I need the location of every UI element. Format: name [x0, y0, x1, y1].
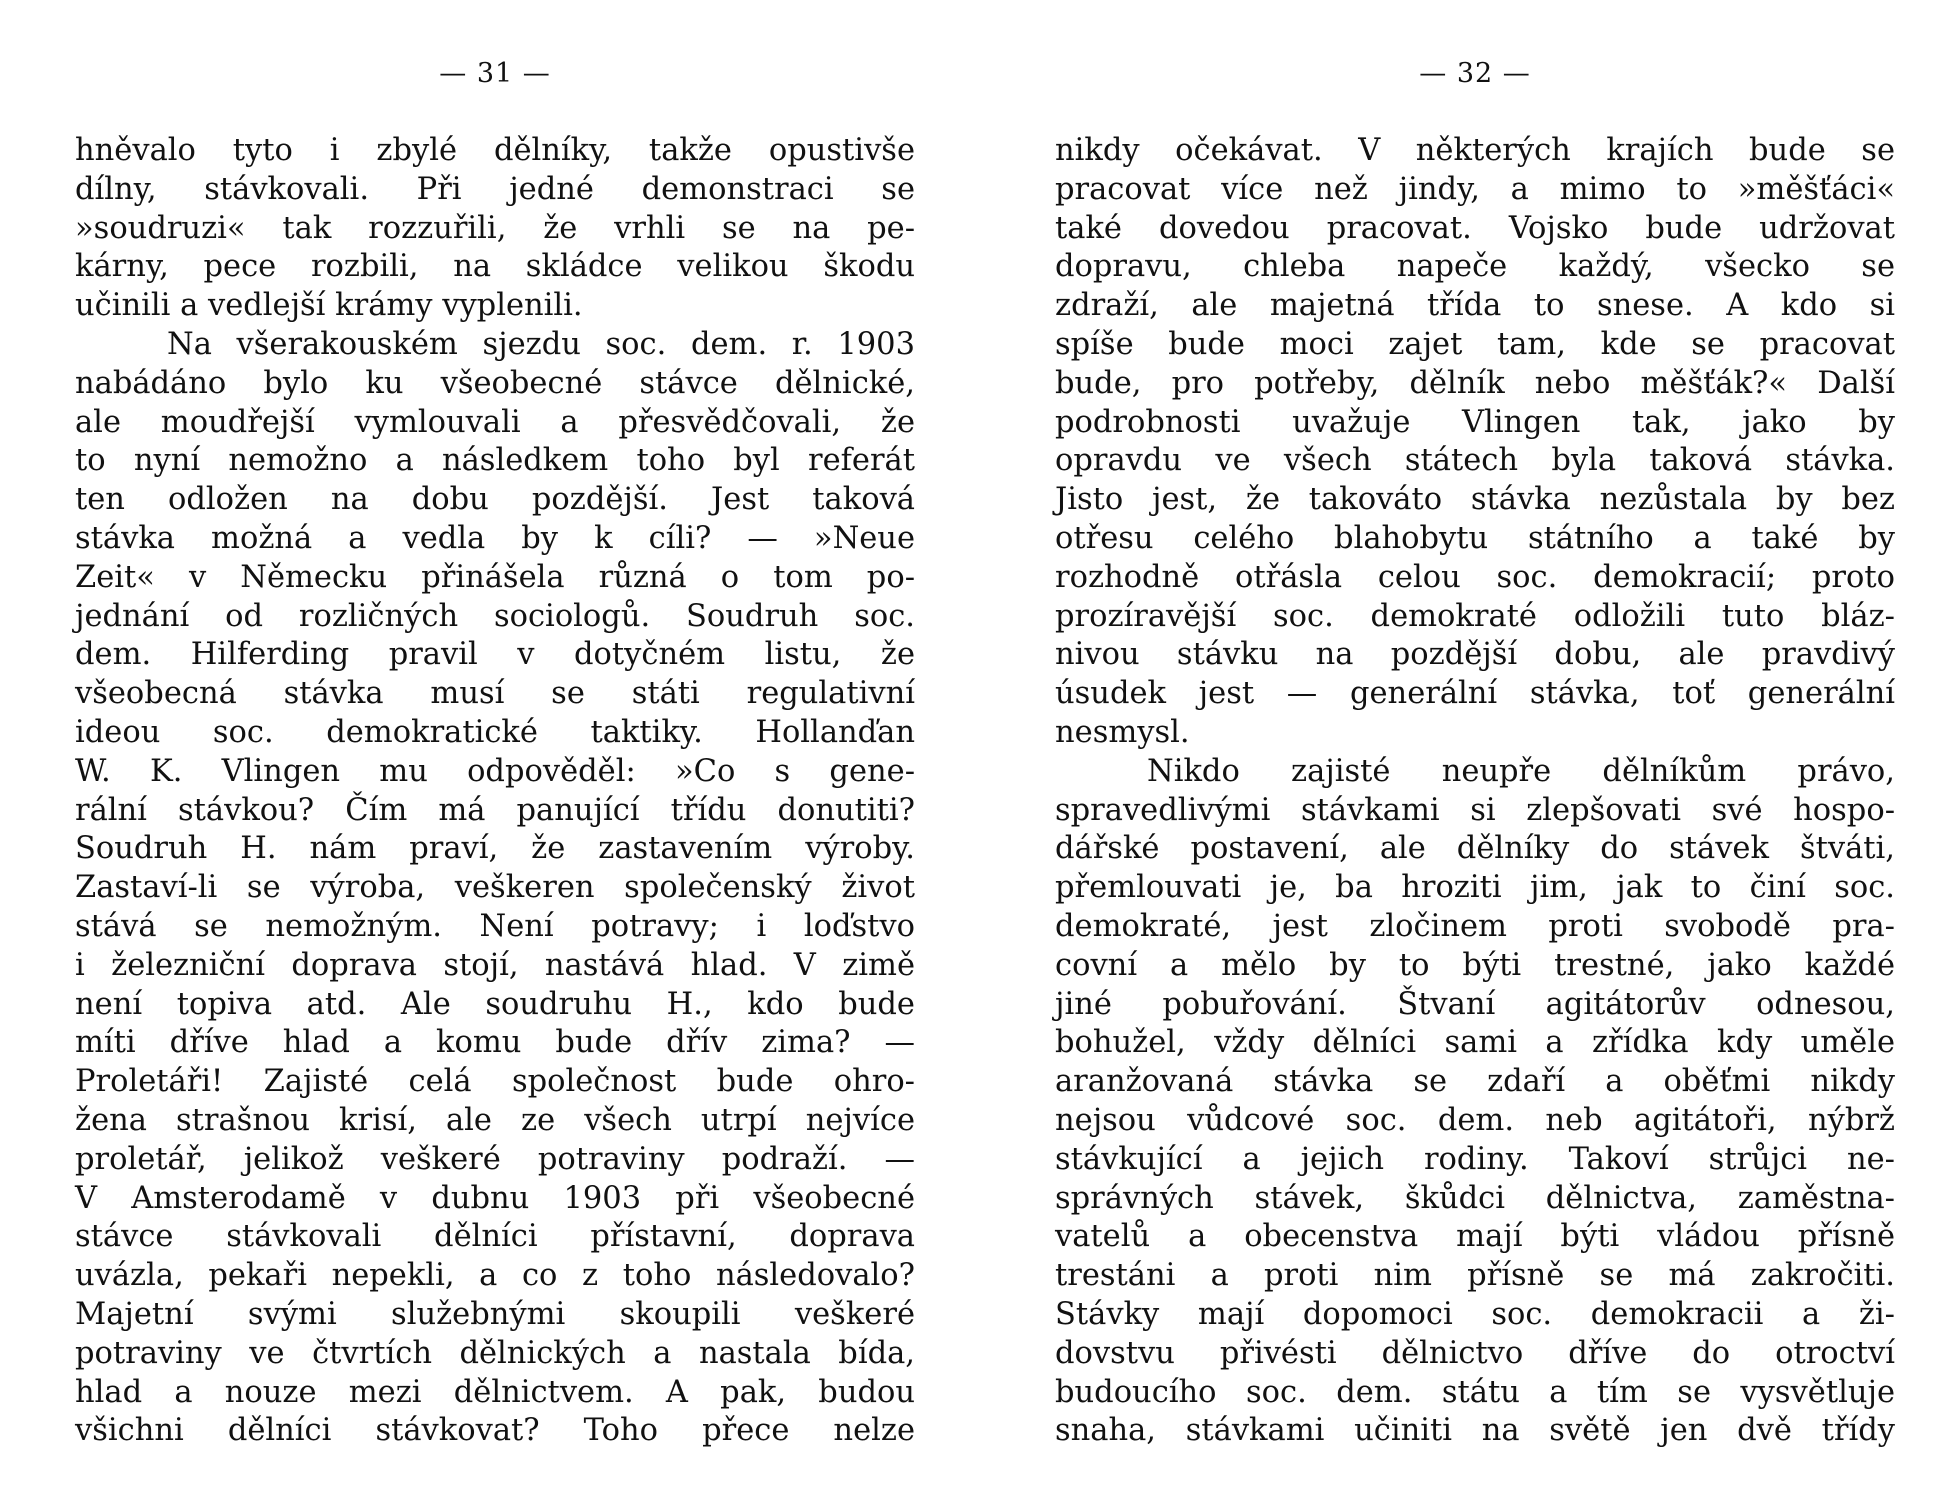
- text-line: covní a mělo by to býti trestné, jako každé: [1055, 947, 1895, 983]
- text-line: ten odložen na dobu pozdější. Jest taková: [75, 482, 915, 518]
- text-line: aranžovaná stávka se zdaří a oběťmi nikdy: [1055, 1064, 1895, 1100]
- text-line: míti dříve hlad a komu bude dřív zima? —: [75, 1025, 915, 1061]
- text-line: zdraží, ale majetná třída to snese. A kdo si: [1055, 288, 1895, 324]
- text-line: spíše bude moci zajet tam, kde se pracovat: [1055, 326, 1895, 362]
- text-line: jiné pobuřování. Štvaní agitátorův odnesou,: [1055, 986, 1895, 1022]
- text-line: otřesu celého blahobytu státního a také by: [1055, 520, 1895, 556]
- text-line: žena strašnou krisí, ale ze všech utrpí nejvíce: [75, 1102, 915, 1138]
- text-line: všichni dělníci stávkovat? Toho přece nelze: [75, 1413, 915, 1449]
- text-line: Majetní svými služebnými skoupili veškeré: [75, 1296, 915, 1332]
- text-line: proletář, jelikož veškeré potraviny podraží. —: [75, 1141, 915, 1177]
- right-page: [1055, 0, 1895, 1500]
- text-line: stávkující a jejich rodiny. Takoví strůjci ne-: [1055, 1141, 1895, 1177]
- text-line: Jisto jest, že takováto stávka nezůstala by bez: [1055, 482, 1895, 518]
- page-number-31: — 31 —: [439, 58, 551, 89]
- text-line: rozhodně otřásla celou soc. demokracií; proto: [1055, 559, 1895, 595]
- text-line: všeobecná stávka musí se státi regulativní: [75, 676, 915, 712]
- text-line: »soudruzi« tak rozzuřili, že vrhli se na pe-: [75, 210, 915, 246]
- text-line: správných stávek, škůdci dělnictva, zaměstna-: [1055, 1180, 1895, 1216]
- text-line: to nyní nemožno a následkem toho byl referát: [75, 443, 915, 479]
- text-line: vatelů a obecenstva mají býti vládou přísně: [1055, 1219, 1895, 1255]
- text-line: také dovedou pracovat. Vojsko bude udržovat: [1055, 210, 1895, 246]
- text-line: W. K. Vlingen mu odpověděl: »Co s gene-: [75, 753, 915, 789]
- text-line: Nikdo zajisté neupře dělníkům právo,: [1147, 753, 1895, 789]
- text-line: uvázla, pekaři nepekli, a co z toho následovalo?: [75, 1258, 915, 1294]
- text-line: rální stávkou? Čím má panující třídu donutiti?: [75, 792, 915, 828]
- text-line: není topiva atd. Ale soudruhu H., kdo bude: [75, 986, 915, 1022]
- left-page-text: [75, 132, 915, 1451]
- text-line: nikdy očekávat. V některých krajích bude se: [1055, 133, 1895, 168]
- text-line: úsudek jest — generální stávka, toť generální: [1055, 676, 1895, 712]
- text-line: kárny, pece rozbili, na skládce velikou škodu: [75, 249, 915, 285]
- text-line: opravdu ve všech státech byla taková stávka.: [1055, 443, 1895, 479]
- right-page-text: [1055, 132, 1895, 1451]
- text-line: budoucího soc. dem. státu a tím se vysvětluje: [1055, 1374, 1895, 1410]
- text-line: dílny, stávkovali. Při jedné demonstraci se: [75, 171, 915, 207]
- text-line: bude, pro potřeby, dělník nebo měšťák?« Další: [1055, 365, 1895, 401]
- text-line: Zeit« v Německu přinášela různá o tom po-: [75, 559, 915, 595]
- text-line: dářské postavení, ale dělníky do stávek štváti,: [1055, 831, 1895, 867]
- text-line: stává se nemožným. Není potravy; i loďstvo: [75, 908, 915, 944]
- text-line: ale moudřejší vymlouvali a přesvědčovali, že: [75, 404, 915, 440]
- text-line: pracovat více než jindy, a mimo to »měšťáci«: [1055, 171, 1895, 207]
- text-line: jednání od rozličných sociologů. Soudruh soc.: [75, 598, 915, 634]
- text-line: bohužel, vždy dělníci sami a zřídka kdy uměle: [1055, 1025, 1895, 1061]
- text-line: nejsou vůdcové soc. dem. neb agitátoři, nýbrž: [1055, 1102, 1895, 1138]
- text-line: trestáni a proti nim přísně se má zakročiti.: [1055, 1258, 1895, 1294]
- text-line: učinili a vedlejší krámy vyplenili.: [75, 288, 583, 324]
- text-line: Stávky mají dopomoci soc. demokracii a ži-: [1055, 1296, 1895, 1332]
- text-line: přemlouvati je, ba hroziti jim, jak to činí soc.: [1055, 870, 1895, 906]
- text-line: i železniční doprava stojí, nastává hlad. V zimě: [75, 947, 915, 983]
- text-line: Zastaví-li se výroba, veškeren společenský život: [75, 870, 915, 906]
- text-line: hněvalo tyto i zbylé dělníky, takže opustivše: [75, 133, 915, 168]
- text-line: demokraté, jest zločinem proti svobodě pra-: [1055, 908, 1895, 944]
- text-line: stávka možná a vedla by k cíli? — »Neue: [75, 520, 915, 556]
- text-line: ideou soc. demokratické taktiky. Hollanďan: [75, 714, 915, 750]
- text-line: V Amsterodamě v dubnu 1903 při všeobecné: [75, 1180, 915, 1216]
- page-number-32: — 32 —: [1419, 58, 1531, 89]
- text-line: prozíravější soc. demokraté odložili tuto bláz-: [1055, 598, 1895, 634]
- text-line: dem. Hilferding pravil v dotyčném listu, že: [75, 637, 915, 673]
- text-line: Proletáři! Zajisté celá společnost bude ohro-: [75, 1064, 915, 1100]
- text-line: nesmysl.: [1055, 714, 1190, 750]
- text-line: nabádáno bylo ku všeobecné stávce dělnické,: [75, 365, 915, 401]
- text-line: dovstvu přivésti dělnictvo dříve do otroctví: [1055, 1335, 1895, 1371]
- text-line: Na všerakouském sjezdu soc. dem. r. 1903: [167, 326, 915, 362]
- text-line: potraviny ve čtvrtích dělnických a nastala bída,: [75, 1335, 915, 1371]
- text-line: dopravu, chleba napeče každý, všecko se: [1055, 249, 1895, 285]
- text-line: Soudruh H. nám praví, že zastavením výroby.: [75, 831, 915, 867]
- left-page: [75, 0, 915, 1500]
- text-line: spravedlivými stávkami si zlepšovati své hospo-: [1055, 792, 1895, 828]
- text-line: hlad a nouze mezi dělnictvem. A pak, budou: [75, 1374, 915, 1410]
- text-line: stávce stávkovali dělníci přístavní, doprava: [75, 1219, 915, 1255]
- text-line: snaha, stávkami učiniti na světě jen dvě třídy: [1055, 1413, 1895, 1449]
- text-line: nivou stávku na pozdější dobu, ale pravdivý: [1055, 637, 1895, 673]
- text-line: podrobnosti uvažuje Vlingen tak, jako by: [1055, 404, 1895, 440]
